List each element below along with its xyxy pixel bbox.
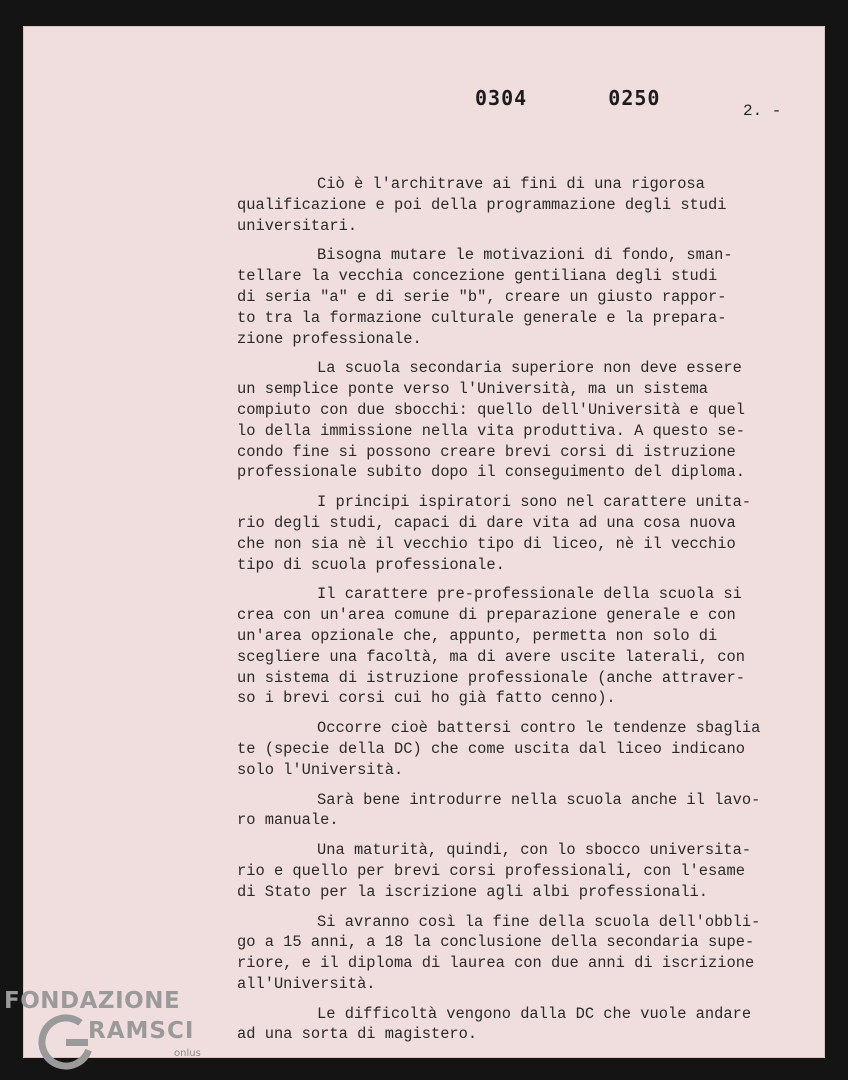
archive-number: 0304 0250 xyxy=(475,86,661,110)
document-page xyxy=(23,26,825,1058)
document-body xyxy=(237,174,777,1054)
paragraph: Le difficoltà vengono dalla DC che vuole andare ad una sorta di magistero. xyxy=(237,1004,752,1044)
paragraph: I principi ispiratori sono nel carattere unita- rio degli studi, capaci di dare vita ad una cosa nuova che non sia nè il vecchio tipo di liceo, nè il vecchio tipo di scuola professionale. xyxy=(237,493,752,574)
page-number: 2. - xyxy=(743,102,782,120)
watermark-line2: RAMSCI xyxy=(88,1018,195,1044)
paragraph: Bisogna mutare le motivazioni di fondo, sman- tellare la vecchia concezione gentiliana degli studi di seria "a" e di serie "b", creare un giusto rappor- to tra la formazione culturale generale e la prepara- zione professionale. xyxy=(237,246,733,348)
paragraph: Ciò è l'architrave ai fini di una rigorosa qualificazione e poi della programmazione degli studi universitari. xyxy=(237,175,727,235)
paragraph: Il carattere pre-professionale della scuola si crea con un'area comune di preparazione generale e con un'area opzionale che, appunto, permetta non solo di scegliere una facoltà, ma di avere uscite laterali, con un sistema di istruzione professionale (anche attraver- so i brevi corsi cui ho già fatto cenno). xyxy=(237,585,745,708)
paragraph: Sarà bene introdurre nella scuola anche il lavo- ro manuale. xyxy=(237,790,761,830)
paragraph: La scuola secondaria superiore non deve essere un semplice ponte verso l'Università, ma un sistema compiuto con due sbocchi: quello dell'Università e quel lo della immissione nella vita produttiva. A questo se- condo fine si possono creare brevi corsi di istruzione professionale subito dopo il conseguimento del diploma. xyxy=(237,359,745,482)
paragraph: Si avranno così la fine della scuola dell'obbli- go a 15 anni, a 18 la conclusione della secondaria supe- riore, e il diploma di laurea con due anni di iscrizione all'Università. xyxy=(237,912,761,993)
paragraph: Una maturità, quindi, con lo sbocco universita- rio e quello per brevi corsi professionali, con l'esame di Stato per la iscrizione agli albi professionali. xyxy=(237,841,752,901)
watermark-line1: FONDAZIONE xyxy=(4,988,181,1014)
paragraph: Occorre cioè battersi contro le tendenze sbaglia te (specie della DC) che come uscita dal liceo indicano solo l'Università. xyxy=(237,719,761,779)
watermark-suffix: onlus xyxy=(174,1048,201,1059)
